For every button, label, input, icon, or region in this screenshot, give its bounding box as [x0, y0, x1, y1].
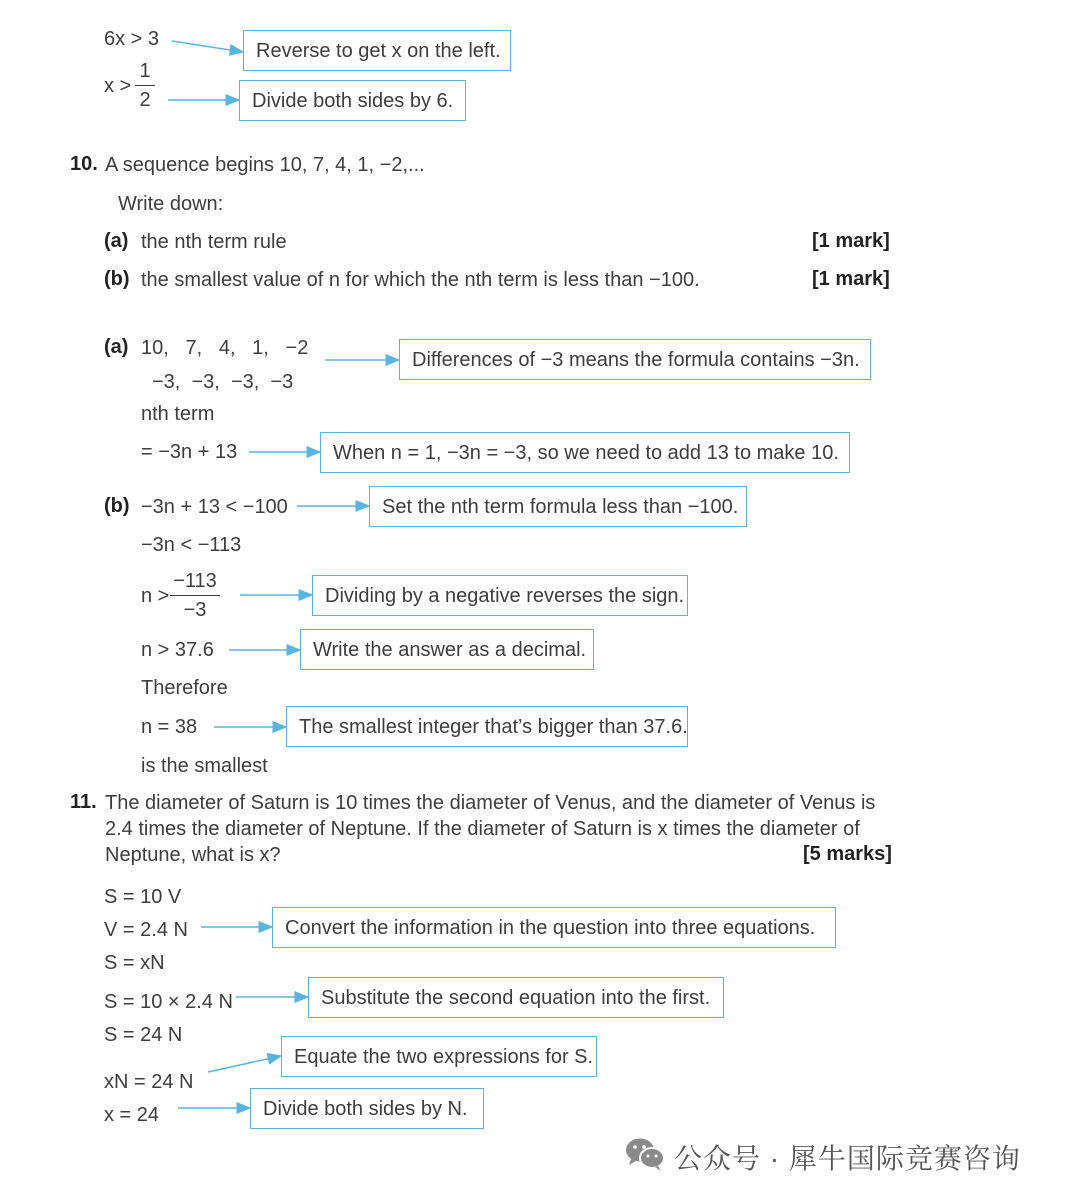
part-b-marks: [1 mark]: [812, 268, 890, 290]
note-negative-reverse: [312, 575, 688, 616]
note-equate: [281, 1036, 597, 1077]
equation-step: S = 10 × 2.4 N: [104, 991, 233, 1013]
equation-6x-gt-3: 6x > 3: [104, 28, 160, 50]
fraction-numerator: 1: [139, 60, 151, 82]
equation-step: S = xN: [104, 952, 165, 974]
note-three-equations: [272, 907, 836, 948]
equation-step: V = 2.4 N: [104, 919, 188, 941]
note-text: Dividing by a negative reverses the sign.: [325, 584, 685, 607]
solution-b-label: (b): [104, 495, 130, 517]
note-differences: [399, 339, 871, 380]
watermark-text: 公众号 · 犀牛国际竞赛咨询: [674, 1143, 1021, 1174]
part-a-marks: [1 mark]: [812, 230, 890, 252]
note-set-formula: [369, 486, 747, 527]
note-text: Convert the information in the question into three equations.: [285, 916, 816, 939]
note-smallest-integer: [286, 706, 688, 747]
note-text: The smallest integer that’s bigger than 37.6.: [299, 715, 688, 738]
part-b-label: (b): [104, 268, 130, 290]
equation-step: xN = 24 N: [104, 1071, 194, 1093]
note-text: Divide both sides by N.: [263, 1097, 468, 1120]
part-a-label: (a): [104, 230, 129, 252]
question-11-line-2: 2.4 times the diameter of Neptune. If the diameter of Saturn is x times the diameter of: [105, 818, 860, 840]
equation-step: x = 24: [104, 1104, 160, 1126]
note-text: Divide both sides by 6.: [252, 89, 454, 112]
note-substitute: [308, 977, 724, 1018]
nth-term-label: nth term: [141, 403, 215, 425]
equation-x-gt: x >: [104, 75, 132, 97]
question-number-11: 11.: [70, 791, 97, 813]
nth-term-formula: = −3n + 13: [141, 441, 238, 463]
conclusion-text: is the smallest: [141, 755, 268, 777]
note-decimal: [300, 629, 594, 670]
part-b-text: the smallest value of n for which the nth term is less than −100.: [141, 269, 700, 291]
arrow: [208, 1056, 281, 1072]
note-text: Write the answer as a decimal.: [313, 638, 587, 661]
arrow: [172, 41, 243, 52]
inequality-step-1: −3n + 13 < −100: [141, 496, 288, 518]
question-10-text: A sequence begins 10, 7, 4, 1, −2,...: [105, 154, 425, 176]
note-text: Differences of −3 means the formula contains −3n.: [412, 348, 860, 371]
note-divide-by-6: [239, 80, 466, 121]
question-11-line-1: The diameter of Saturn is 10 times the diameter of Venus, and the diameter of Venus is: [105, 792, 876, 814]
question-11-marks: [5 marks]: [803, 843, 892, 865]
part-a-text: the nth term rule: [141, 231, 287, 253]
inequality-step-3: n >: [141, 585, 170, 607]
note-text: Equate the two expressions for S.: [294, 1045, 594, 1068]
fraction-numerator: −113: [173, 570, 217, 592]
inequality-step-4: n > 37.6: [141, 639, 214, 661]
question-10-instruction: Write down:: [118, 193, 224, 215]
fraction-113-over-3: [170, 570, 220, 621]
equation-step: S = 24 N: [104, 1024, 183, 1046]
note-text: Reverse to get x on the left.: [256, 39, 501, 62]
therefore-text: Therefore: [141, 677, 228, 699]
note-text: Set the nth term formula less than −100.: [382, 495, 739, 518]
inequality-step-2: −3n < −113: [141, 534, 242, 556]
question-11-line-3: Neptune, what is x?: [105, 844, 281, 866]
note-text: Substitute the second equation into the first.: [321, 986, 711, 1009]
note-add-13: [320, 432, 850, 473]
question-number-10: 10.: [70, 153, 98, 175]
fraction-denominator: −3: [183, 599, 207, 621]
note-divide-by-n: [250, 1088, 484, 1129]
equation-step: S = 10 V: [104, 886, 182, 908]
solution-a-label: (a): [104, 336, 129, 358]
fraction-one-half: [135, 60, 155, 111]
note-text: When n = 1, −3n = −3, so we need to add 13 to make 10.: [333, 441, 839, 464]
note-reverse: [243, 30, 511, 71]
answer-n-38: n = 38: [141, 716, 198, 738]
fraction-denominator: 2: [139, 89, 151, 111]
sequence-terms: 10, 7, 4, 1, −2: [141, 337, 309, 359]
wechat-icon: [624, 1136, 666, 1172]
sequence-differences: −3, −3, −3, −3: [152, 371, 294, 393]
